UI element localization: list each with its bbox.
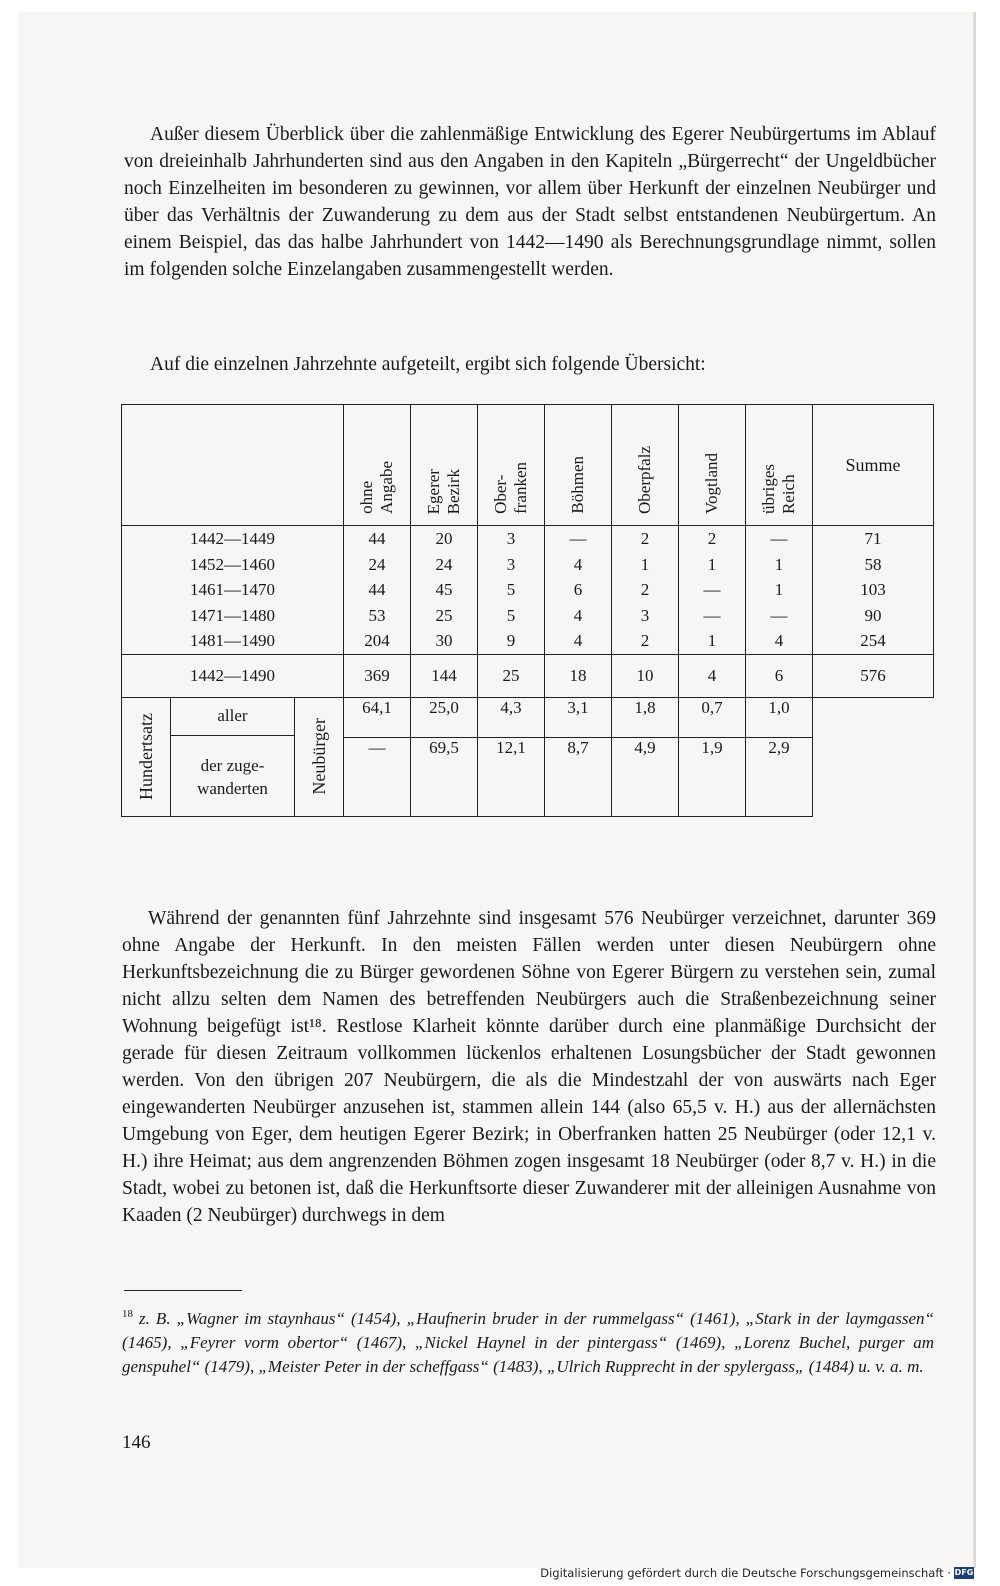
total-cell: 10 [612,654,679,697]
total-cell: 4 [679,654,746,697]
header-oberpfalz: Oberpfalz [612,405,679,526]
neubuerger-label: Neubürger [308,718,329,795]
header-boehmen: Böhmen [545,405,612,526]
percent-cell: 1,9 [679,737,746,816]
header-ohne-angabe: ohne Angabe [344,405,411,526]
values-summe: 71 58 103 90 254 [813,526,934,655]
header-uebriges-reich: übriges Reich [746,405,813,526]
origin-statistics-table [121,404,934,817]
period-column [122,526,344,655]
empty-cell [813,697,934,737]
percent-cell: 8,7 [545,737,612,816]
values-oberfranken: 3 3 5 5 9 [478,526,545,655]
total-cell: 369 [344,654,411,697]
percent-cell: 64,1 [344,697,411,737]
empty-cell [813,737,934,816]
values-oberpfalz: 2 1 2 3 2 [612,526,679,655]
page-number: 146 [122,1432,151,1453]
percent-cell: 69,5 [411,737,478,816]
total-period-label: 1442—1490 [122,654,344,697]
percent-cell: 1,8 [612,697,679,737]
percent-cell: 4,3 [478,697,545,737]
paragraph-intro: Außer diesem Überblick über die zahlenmäßige Entwicklung des Egerer Neubürgertums im Ablauf von dreieinhalb Jahrhunderten sind aus den Angaben in den Kapiteln „Bürgerrecht“ der Ungeldbücher noch Einzelheiten im besonderen zu gewinnen, vor allem über Herkunft der einzelnen Neubürger und über das Verhältnis der Zuwanderung zu dem aus der Stadt selbst entstandenen Neubürgertum. An einem Beispiel, das das halbe Jahrhundert von 1442—1490 als Berechnungsgrundlage nimmt, sollen im folgenden solche Einzelangaben zusammengestellt werden. [124,124,936,280]
table-intro-sentence: Auf die einzelnen Jahrzehnte aufgeteilt, ergibt sich folgende Übersicht: [150,354,706,375]
dfg-logo-icon: DFG [954,1568,974,1577]
values-uebriges-reich: — 1 1 — 4 [746,526,813,655]
percent-cell: 25,0 [411,697,478,737]
percent-cell: 2,9 [746,737,813,816]
percent-row-labels [171,698,295,816]
values-vogtland: 2 1 — — 1 [679,526,746,655]
percent-cell: — [344,737,411,816]
digitization-credit [540,1566,974,1580]
hundertsatz-label-cell [122,698,171,816]
percent-cell: 1,0 [746,697,813,737]
percent-cell: 4,9 [612,737,679,816]
total-cell: 25 [478,654,545,697]
header-egerer-bezirk: Egerer Bezirk [411,405,478,526]
decade-rows [122,526,934,655]
percent-label-block [122,697,344,816]
total-row [122,654,934,697]
percent-row-all [122,697,934,737]
neubuerger-label-cell [295,698,343,816]
paragraph-analysis: Während der genannten fünf Jahrzehnte sind insgesamt 576 Neubürger verzeichnet, darunter 369 ohne Angabe der Herkunft. In den meisten Fällen werden unter diesen Neubürgern ohne Herkunftsbezeichnung die zu Bürger gewordenen Söhne von Egerer Bürgern zu verstehen sein, zumal nicht allzu selten dem Namen des betreffenden Neubürgers auch die Straßenbezeichnung seiner Wohnung beigefügt ist¹⁸. Restlose Klarheit könnte darüber durch eine planmäßige Durchsicht der gerade für diesen Zeitraum vollkommen lückenlos erhaltenen Losungsbücher der Stadt gewonnen werden. Von den übrigen 207 Neubürgern, die als die Mindestzahl der von auswärts nach Eger eingewanderten Neubürger anzusehen ist, stammen allein 144 (also 65,5 v. H.) aus der allernächsten Umgebung von Eger, dem heutigen Egerer Bezirk; in Oberfranken hatten 25 Neubürger (oder 12,1 v. H.) ihre Heimat; aus dem angrenzenden Böhmen zogen insgesamt 18 Neubürger (oder 8,7 v. H.) in die Stadt, wobei zu betonen ist, daß die Herkunftsorte dieser Zuwanderer mit der alleinigen Ausnahme von Kaaden (2 Neubürger) durchwegs in dem [122,908,936,1226]
values-boehmen: — 4 6 4 4 [545,526,612,655]
total-cell: 6 [746,654,813,697]
values-ohne-angabe: 44 24 44 53 204 [344,526,411,655]
total-cell: 18 [545,654,612,697]
footnote-number: 18 [122,1308,133,1320]
label-aller: aller [171,698,294,736]
label-zugewanderten: der zuge- wanderten [197,755,268,798]
header-blank-cell [122,405,344,526]
percent-cell: 0,7 [679,697,746,737]
footnote-divider [124,1290,242,1291]
credit-text: Digitalisierung gefördert durch die Deutsche Forschungsgemeinschaft · [540,1566,951,1580]
header-vogtland: Vogtland [679,405,746,526]
page-edge-shadow [973,12,976,1568]
total-sum-cell: 576 [813,654,934,697]
hundertsatz-label: Hundertsatz [135,713,156,800]
footnote-text: z. B. „Wagner im staynhaus“ (1454), „Haufnerin bruder in der rummelgass“ (1461), „Stark in der laymgassen“ (1465), „Feyrer vorm obertor“ (1467), „Nickel Haynel in der pintergass“ (1469), „Lorenz Buchel, purger am genspuhel“ (1479), „Meister Peter in der scheffgass“ (1483), „Ulrich Rupprecht in der spylergass„ (1484) u. v. a. m. [122,1309,934,1376]
table-header-row [122,405,934,526]
footnote [122,1302,934,1379]
header-summe: Summe [813,405,934,526]
period-labels: 1442—1449 1452—1460 1461—1470 1471—1480 1481—1490 [190,529,275,650]
header-oberfranken: Ober- franken [478,405,545,526]
percent-cell: 12,1 [478,737,545,816]
values-egerer-bezirk: 20 24 45 25 30 [411,526,478,655]
percent-cell: 3,1 [545,697,612,737]
total-cell: 144 [411,654,478,697]
